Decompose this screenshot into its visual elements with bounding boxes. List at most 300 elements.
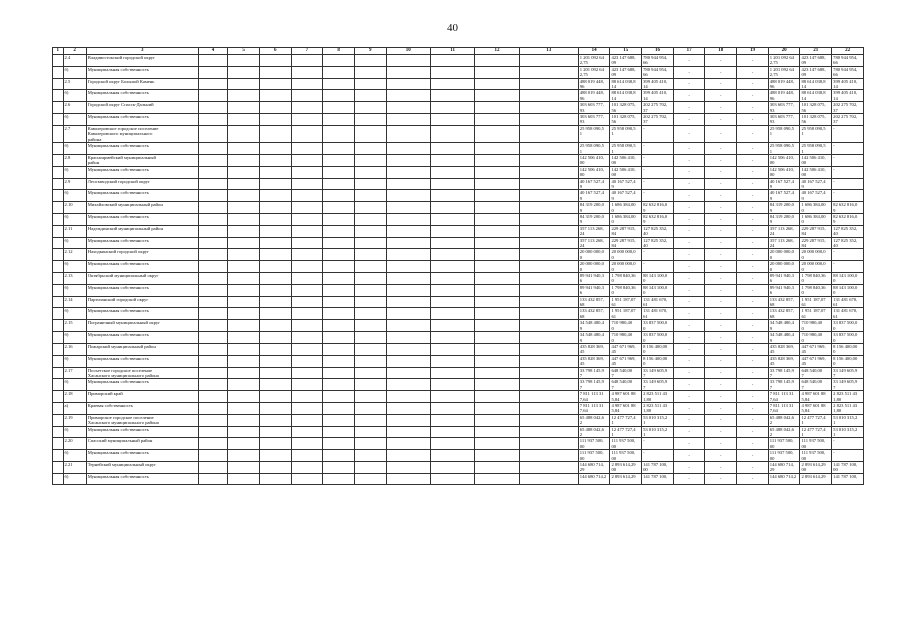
empty-cell [228, 379, 260, 391]
value-cell-15: 111 937 500, 00 [610, 450, 642, 462]
value-cell-22: - [832, 125, 864, 142]
empty-cell [323, 308, 355, 320]
empty-cell [291, 332, 323, 344]
empty-cell [323, 102, 355, 114]
empty-cell [323, 154, 355, 166]
empty-cell [228, 367, 260, 379]
dash-cell: - [737, 178, 769, 190]
table-row [53, 462, 864, 474]
value-cell-22: 53 010 315,2 1 [832, 414, 864, 426]
empty-cell [53, 55, 64, 67]
value-cell-22: - [832, 143, 864, 155]
value-cell-16: - [642, 438, 674, 450]
row-name-cell: Муниципальная собственность [86, 450, 198, 462]
value-cell-21: 1 798 840,36 0 [800, 273, 832, 285]
dash-cell: - [673, 320, 705, 332]
empty-cell [386, 154, 430, 166]
empty-cell [430, 90, 474, 102]
empty-cell [386, 202, 430, 214]
empty-cell [386, 273, 430, 285]
empty-cell [53, 308, 64, 320]
value-cell-22: - [832, 154, 864, 166]
value-cell-20: 144 680 714,2 [768, 473, 800, 485]
value-cell-16: - [642, 190, 674, 202]
dash-cell: - [737, 450, 769, 462]
empty-cell [519, 237, 578, 249]
value-cell-20: 133 432 857, 68 [768, 308, 800, 320]
dash-cell: - [737, 473, 769, 485]
value-cell-14: 65 488 042,6 2 [578, 414, 610, 426]
empty-cell [519, 462, 578, 474]
empty-cell [354, 225, 386, 237]
row-name-cell: Муниципальная собственность [86, 90, 198, 102]
value-cell-21: 648 540,00 7 [800, 379, 832, 391]
value-cell-16: 780 944 954, 66 [642, 66, 674, 78]
value-cell-16: 202 275 702, 37 [642, 102, 674, 114]
empty-cell [430, 355, 474, 367]
value-cell-20: 144 680 714, 29 [768, 462, 800, 474]
empty-cell [430, 343, 474, 355]
value-cell-22: - [832, 450, 864, 462]
value-cell-16: 2 823 511 43 1,80 [642, 391, 674, 403]
value-cell-21: 12 477 727,4 1 [800, 426, 832, 438]
row-number-cell: 2.9 [63, 178, 86, 190]
dash-cell: - [737, 438, 769, 450]
value-cell-20: 111 937 500, 00 [768, 438, 800, 450]
empty-cell [519, 391, 578, 403]
value-cell-15: 1 798 840,36 0 [610, 273, 642, 285]
empty-cell [323, 114, 355, 126]
empty-cell [475, 402, 519, 414]
value-cell-22: 780 944 954, 66 [832, 66, 864, 78]
empty-cell [519, 273, 578, 285]
empty-cell [198, 367, 228, 379]
dash-cell: - [737, 273, 769, 285]
value-cell-15: 423 147 688, 09 [610, 55, 642, 67]
dash-cell: - [673, 102, 705, 114]
empty-cell [228, 426, 260, 438]
value-cell-14: 303 603 777, 93 [578, 102, 610, 114]
empty-cell [386, 249, 430, 261]
value-cell-16: 33 149 605,9 7 [642, 367, 674, 379]
empty-cell [354, 78, 386, 90]
empty-cell [53, 102, 64, 114]
empty-cell [228, 55, 260, 67]
empty-cell [259, 249, 291, 261]
table-row [53, 213, 864, 225]
row-name-cell: Посьетское городское поселение Хасанского муниципального района [86, 367, 198, 379]
table-row [53, 284, 864, 296]
table-row [53, 249, 864, 261]
empty-cell [198, 414, 228, 426]
value-cell-21: 101 328 075, 56 [800, 102, 832, 114]
empty-cell [386, 391, 430, 403]
empty-cell [228, 473, 260, 485]
empty-cell [53, 166, 64, 178]
row-name-cell: Пожарский муниципальный район [86, 343, 198, 355]
row-number-cell: 2.4 [63, 55, 86, 67]
dash-cell: - [705, 190, 737, 202]
empty-cell [519, 125, 578, 142]
value-cell-15: 447 671 969, 45 [610, 355, 642, 367]
empty-cell [386, 284, 430, 296]
row-name-cell: Надеждинский муниципальный район [86, 225, 198, 237]
empty-cell [259, 308, 291, 320]
dash-cell: - [737, 213, 769, 225]
empty-cell [430, 426, 474, 438]
empty-cell [291, 213, 323, 225]
value-cell-20: 40 167 527,4 9 [768, 178, 800, 190]
value-cell-22: 88 143 100,0 0 [832, 273, 864, 285]
value-cell-14: 25 958 090,5 1 [578, 143, 610, 155]
empty-cell [519, 143, 578, 155]
empty-cell [354, 367, 386, 379]
column-header: 20 [768, 48, 800, 55]
empty-cell [291, 261, 323, 273]
dash-cell: - [737, 143, 769, 155]
empty-cell [198, 284, 228, 296]
empty-cell [228, 343, 260, 355]
empty-cell [386, 379, 430, 391]
value-cell-22: 88 143 100,0 0 [832, 284, 864, 296]
empty-cell [291, 450, 323, 462]
value-cell-14: 34 548 480,4 9 [578, 332, 610, 344]
table-row [53, 473, 864, 485]
dash-cell: - [705, 225, 737, 237]
value-cell-15: 447 671 969, 45 [610, 343, 642, 355]
empty-cell [386, 402, 430, 414]
value-cell-21: 1 686 384,00 0 [800, 202, 832, 214]
empty-cell [354, 102, 386, 114]
empty-cell [291, 426, 323, 438]
value-cell-20: 142 506 410, 00 [768, 166, 800, 178]
dash-cell: - [673, 213, 705, 225]
dash-cell: - [673, 55, 705, 67]
empty-cell [198, 55, 228, 67]
dash-cell: - [705, 355, 737, 367]
table-row [53, 296, 864, 308]
dash-cell: - [673, 273, 705, 285]
row-name-cell: Пограничный муниципальный округ [86, 320, 198, 332]
dash-cell: - [673, 473, 705, 485]
empty-cell [430, 261, 474, 273]
dash-cell: - [737, 202, 769, 214]
empty-cell [53, 237, 64, 249]
empty-cell [475, 414, 519, 426]
value-cell-21: 20 000 000,0 0 [800, 261, 832, 273]
row-number-cell: 2.13 [63, 273, 86, 285]
empty-cell [475, 379, 519, 391]
empty-cell [259, 320, 291, 332]
empty-cell [519, 402, 578, 414]
empty-cell [475, 296, 519, 308]
empty-cell [291, 237, 323, 249]
empty-cell [259, 143, 291, 155]
empty-cell [259, 379, 291, 391]
empty-cell [291, 320, 323, 332]
empty-cell [354, 237, 386, 249]
empty-cell [259, 284, 291, 296]
row-name-cell: Муниципальная собственность [86, 237, 198, 249]
value-cell-15: 1 951 187,07 61 [610, 296, 642, 308]
empty-cell [291, 66, 323, 78]
empty-cell [519, 332, 578, 344]
row-name-cell: Муниципальная собственность [86, 166, 198, 178]
empty-cell [354, 143, 386, 155]
empty-cell [53, 462, 64, 474]
empty-cell [53, 450, 64, 462]
empty-cell [228, 450, 260, 462]
empty-cell [198, 102, 228, 114]
empty-cell [354, 261, 386, 273]
empty-cell [354, 66, 386, 78]
empty-cell [291, 166, 323, 178]
dash-cell: - [705, 261, 737, 273]
empty-cell [354, 296, 386, 308]
empty-cell [430, 308, 474, 320]
value-cell-15: 1 686 384,00 0 [610, 202, 642, 214]
value-cell-20: 20 000 000,0 0 [768, 249, 800, 261]
dash-cell: - [737, 125, 769, 142]
value-cell-21: 88 614 038,8 14 [800, 78, 832, 90]
empty-cell [198, 473, 228, 485]
table-row [53, 450, 864, 462]
dash-cell: - [705, 438, 737, 450]
empty-cell [519, 355, 578, 367]
table-row [53, 355, 864, 367]
value-cell-21: 101 328 075, 56 [800, 114, 832, 126]
value-cell-21: 25 958 090,5 1 [800, 125, 832, 142]
value-cell-22: - [832, 166, 864, 178]
value-cell-14: 40 167 527,4 9 [578, 190, 610, 202]
value-cell-20: 303 603 777, 93 [768, 102, 800, 114]
column-header: 15 [610, 48, 642, 55]
table-row [53, 261, 864, 273]
value-cell-22: 399 405 410, 14 [832, 90, 864, 102]
empty-cell [291, 202, 323, 214]
empty-cell [228, 462, 260, 474]
empty-cell [430, 249, 474, 261]
dash-cell: - [705, 414, 737, 426]
value-cell-16: - [642, 249, 674, 261]
empty-cell [53, 296, 64, 308]
empty-cell [430, 379, 474, 391]
empty-cell [519, 473, 578, 485]
value-cell-20: 65 488 042,6 2 [768, 414, 800, 426]
value-cell-16: 399 405 410, 14 [642, 78, 674, 90]
empty-cell [291, 284, 323, 296]
dash-cell: - [673, 414, 705, 426]
dash-cell: - [705, 391, 737, 403]
row-name-cell: Михайловский муниципальный район [86, 202, 198, 214]
empty-cell [291, 367, 323, 379]
empty-cell [291, 90, 323, 102]
empty-cell [291, 462, 323, 474]
empty-cell [259, 154, 291, 166]
dash-cell: - [673, 66, 705, 78]
empty-cell [198, 450, 228, 462]
empty-cell [259, 438, 291, 450]
value-cell-22: 82 632 816,0 9 [832, 202, 864, 214]
empty-cell [323, 225, 355, 237]
empty-cell [519, 202, 578, 214]
empty-cell [291, 190, 323, 202]
empty-cell [259, 426, 291, 438]
empty-cell [198, 237, 228, 249]
row-name-cell: Партизанский городской округ [86, 296, 198, 308]
empty-cell [354, 320, 386, 332]
empty-cell [354, 55, 386, 67]
empty-cell [354, 125, 386, 142]
empty-cell [430, 125, 474, 142]
row-name-cell: Краевая собственность [86, 402, 198, 414]
value-cell-22: 82 632 816,0 9 [832, 213, 864, 225]
empty-cell [519, 367, 578, 379]
dash-cell: - [673, 343, 705, 355]
value-cell-14: 488 019 448, 96 [578, 78, 610, 90]
empty-cell [430, 66, 474, 78]
dash-cell: - [737, 114, 769, 126]
table-row [53, 78, 864, 90]
empty-cell [519, 249, 578, 261]
empty-cell [519, 154, 578, 166]
empty-cell [228, 284, 260, 296]
row-number-cell: 2.11 [63, 225, 86, 237]
value-cell-15: 25 958 090,5 1 [610, 143, 642, 155]
table-row [53, 166, 864, 178]
value-cell-15: 4 987 601 88 5,84 [610, 402, 642, 414]
empty-cell [430, 473, 474, 485]
empty-cell [53, 90, 64, 102]
column-header: 2 [63, 48, 86, 55]
empty-cell [354, 249, 386, 261]
empty-cell [430, 284, 474, 296]
empty-cell [475, 462, 519, 474]
empty-cell [198, 190, 228, 202]
column-header: 8 [323, 48, 355, 55]
value-cell-21: 25 958 090,5 1 [800, 143, 832, 155]
value-cell-14: 20 000 000,0 0 [578, 249, 610, 261]
value-cell-22: 2 823 511 43 1,80 [832, 402, 864, 414]
empty-cell [228, 125, 260, 142]
value-cell-15: 710 980,40 0 [610, 332, 642, 344]
value-cell-22: 2 823 511 43 1,80 [832, 391, 864, 403]
empty-cell [53, 391, 64, 403]
value-cell-16: 53 010 315,2 1 [642, 426, 674, 438]
empty-cell [354, 166, 386, 178]
empty-cell [475, 284, 519, 296]
value-cell-20: 7 811 113 31 7,64 [768, 402, 800, 414]
value-cell-16: 82 632 816,0 9 [642, 213, 674, 225]
empty-cell [291, 225, 323, 237]
row-number-cell: б) [63, 261, 86, 273]
empty-cell [519, 438, 578, 450]
empty-cell [475, 143, 519, 155]
empty-cell [228, 78, 260, 90]
empty-cell [430, 114, 474, 126]
value-cell-22: 33 149 605,9 7 [832, 367, 864, 379]
row-name-cell: Тернейский муниципальный округ [86, 462, 198, 474]
empty-cell [386, 78, 430, 90]
empty-cell [228, 391, 260, 403]
value-cell-21: 1 951 187,07 61 [800, 308, 832, 320]
table-row [53, 332, 864, 344]
dash-cell: - [737, 296, 769, 308]
empty-cell [198, 225, 228, 237]
value-cell-21: 142 506 410, 00 [800, 166, 832, 178]
empty-cell [323, 391, 355, 403]
empty-cell [430, 402, 474, 414]
value-cell-21: 648 540,00 7 [800, 367, 832, 379]
empty-cell [430, 367, 474, 379]
row-name-cell: Спасский муниципальный район [86, 438, 198, 450]
empty-cell [386, 225, 430, 237]
value-cell-16: - [642, 166, 674, 178]
value-cell-22: 141 787 100, 00 [832, 462, 864, 474]
value-cell-16: 8 156 400,00 0 [642, 355, 674, 367]
dash-cell: - [705, 166, 737, 178]
empty-cell [323, 402, 355, 414]
value-cell-14: 111 937 500, 00 [578, 450, 610, 462]
empty-cell [259, 462, 291, 474]
value-cell-21: 111 937 500, 00 [800, 450, 832, 462]
dash-cell: - [737, 55, 769, 67]
empty-cell [198, 166, 228, 178]
empty-cell [475, 332, 519, 344]
value-cell-14: 435 828 369, 45 [578, 343, 610, 355]
value-cell-16: 780 944 954, 66 [642, 55, 674, 67]
empty-cell [259, 78, 291, 90]
value-cell-21: 20 000 000,0 0 [800, 249, 832, 261]
dash-cell: - [673, 178, 705, 190]
empty-cell [475, 90, 519, 102]
dash-cell: - [673, 367, 705, 379]
row-number-cell: б) [63, 190, 86, 202]
empty-cell [354, 190, 386, 202]
dash-cell: - [737, 78, 769, 90]
empty-cell [323, 190, 355, 202]
empty-cell [354, 450, 386, 462]
table-row [53, 320, 864, 332]
empty-cell [198, 154, 228, 166]
empty-cell [386, 332, 430, 344]
empty-cell [386, 66, 430, 78]
dash-cell: - [673, 225, 705, 237]
row-name-cell: Муниципальная собственность [86, 284, 198, 296]
empty-cell [259, 367, 291, 379]
row-name-cell: Муниципальная собственность [86, 308, 198, 320]
dash-cell: - [673, 379, 705, 391]
empty-cell [323, 414, 355, 426]
empty-cell [354, 284, 386, 296]
row-name-cell: Муниципальная собственность [86, 379, 198, 391]
row-name-cell: Приморское городское поселение Хасанского муниципального района [86, 414, 198, 426]
empty-cell [259, 166, 291, 178]
value-cell-21: 4 987 601 88 5,84 [800, 402, 832, 414]
empty-cell [430, 102, 474, 114]
value-cell-20: 34 548 480,4 9 [768, 332, 800, 344]
empty-cell [386, 125, 430, 142]
value-cell-21: 142 506 410, 00 [800, 154, 832, 166]
empty-cell [475, 125, 519, 142]
value-cell-14: 65 488 042,6 2 [578, 426, 610, 438]
value-cell-22: 8 156 400,00 0 [832, 355, 864, 367]
empty-cell [291, 391, 323, 403]
empty-cell [53, 225, 64, 237]
value-cell-16: - [642, 261, 674, 273]
empty-cell [430, 237, 474, 249]
dash-cell: - [737, 462, 769, 474]
